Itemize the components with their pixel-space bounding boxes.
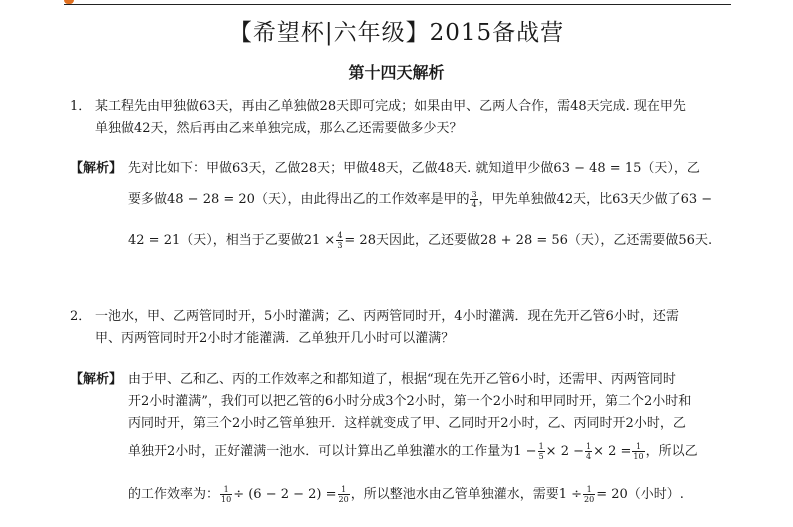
page-title: 【希望杯|六年级】2015备战营 bbox=[228, 20, 565, 46]
solution-1-line-3a: 42 = 21（天），相当于乙要做21 × bbox=[128, 233, 336, 248]
solution-2-line-2: 开2小时灌满”，我们可以把乙管的6小时分成3个2小时，第一个2小时和甲同时开，第二个2小时和 bbox=[128, 394, 692, 409]
fraction-one-fifth: $\frac{1}{5}$ bbox=[538, 442, 544, 461]
fraction-one-tenth: $\frac{1}{10}$ bbox=[633, 442, 644, 461]
solution-1-tag: 【解析】 bbox=[70, 161, 123, 176]
fraction-one-twentieth: $\frac{1}{20}$ bbox=[338, 485, 349, 504]
problem-1-number: 1． bbox=[70, 99, 92, 114]
header-rule bbox=[64, 4, 731, 5]
section-title: 第十四天解析 bbox=[348, 63, 445, 82]
fraction-three-quarters: $\frac{3}{4}$ bbox=[471, 190, 477, 209]
solution-1-line-2b: ，甲先单独做42天，比63天少做了63 − bbox=[478, 192, 713, 207]
solution-2-tag: 【解析】 bbox=[70, 372, 123, 387]
problem-1-line-2: 单独做42天，然后再由乙来单独完成，那么乙还需要做多少天？ bbox=[95, 121, 463, 136]
solution-1-line-2a: 要多做48 − 28 = 20（天），由此得出乙的工作效率是甲的 bbox=[128, 192, 470, 207]
solution-2-line-1: 由于甲、乙和乙、丙的工作效率之和都知道了，根据“现在先开乙管6小时，还需甲、丙两管同时 bbox=[128, 372, 676, 387]
fraction-one-tenth-2: $\frac{1}{10}$ bbox=[221, 485, 232, 504]
solution-2-line-5: 的工作效率为： $\frac{1}{10}$ ÷ (6 − 2 − 2) = $\frac{1}{20}$ ，所以整池水由乙管单独灌水，需要1 ÷ $\frac{1}{20}$ = 20（小时）. bbox=[128, 485, 684, 504]
problem-2-number: 2． bbox=[70, 309, 92, 324]
solution-1-line-3 bbox=[128, 229, 712, 250]
solution-1-line-1: 先对比如下：甲做63天，乙做28天；甲做48天，乙做48天. 就知道甲少做63 − 48 = 15（天），乙 bbox=[128, 161, 700, 176]
fraction-four-thirds: $\frac{4}{3}$ bbox=[337, 231, 343, 250]
problem-1-line-1: 某工程先由甲独做63天，再由乙单独做28天即可完成；如果由甲、乙两人合作，需48天完成. 现在甲先 bbox=[95, 99, 686, 114]
solution-2-line-3: 丙同时开，第三个2小时乙管单独开．这样就变成了甲、乙同时开2小时，乙、丙同时开2小时，乙 bbox=[128, 416, 686, 431]
problem-2-line-1: 一池水，甲、乙两管同时开，5小时灌满；乙、丙两管同时开，4小时灌满．现在先开乙管6小时，还需 bbox=[95, 309, 679, 324]
fraction-one-twentieth-2: $\frac{1}{20}$ bbox=[584, 485, 595, 504]
solution-1-line-3b: = 28天因此，乙还要做28 + 28 = 56（天），乙还需要做56天. bbox=[344, 233, 713, 248]
solution-2-line-4: 单独开2小时，正好灌满一池水．可以计算出乙单独灌水的工作量为1 − $\frac{1}{5}$ × 2 − $\frac{1}{4}$ × 2 = $\frac{1}{10}$ ，所以乙 bbox=[128, 442, 698, 461]
solution-1-line-2 bbox=[128, 188, 712, 209]
problem-2-line-2: 甲、丙两管同时开2小时才能灌满．乙单独开几小时可以灌满？ bbox=[95, 331, 455, 346]
fraction-one-quarter: $\frac{1}{4}$ bbox=[586, 442, 592, 461]
